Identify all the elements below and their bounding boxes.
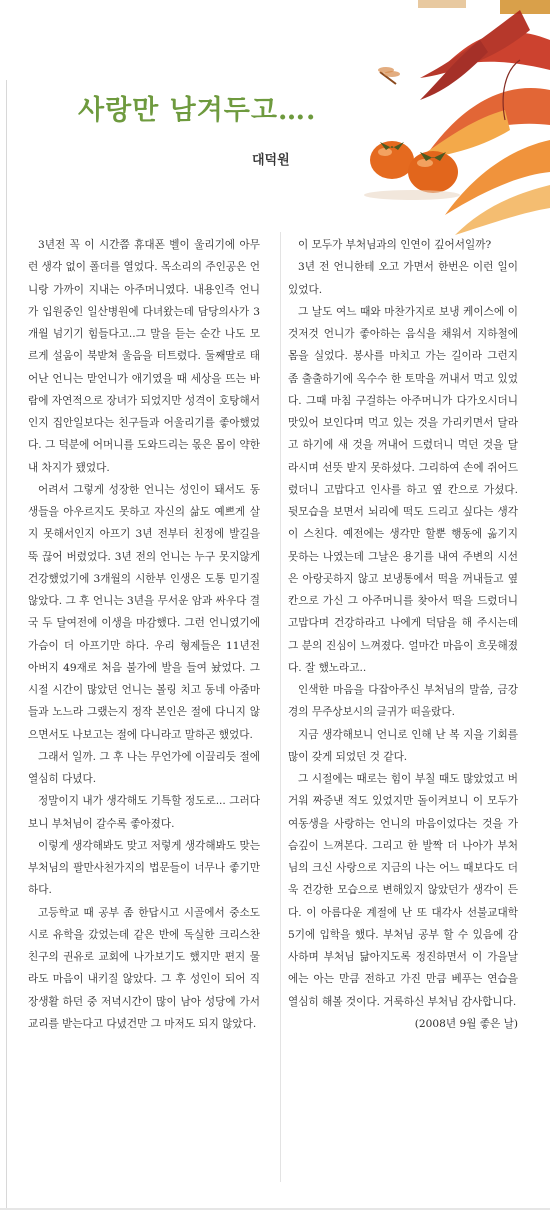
right-column [288,234,518,1035]
paragraph: 정말이지 내가 생각해도 기특할 정도로... 그러다보니 부처님이 갈수록 좋아졌다. [28,795,260,830]
column-divider [280,232,281,1182]
left-column [28,234,260,1035]
paragraph: 그래서 일까. 그 후 나는 무언가에 이끌리듯 절에 열심히 다녔다. [28,750,260,785]
bottom-rule [0,1208,550,1210]
page-tab [418,0,466,8]
left-margin-rule [6,80,7,1210]
paragraph: 인색한 마음을 다잡아주신 부처님의 말씀, 금강경의 무주상보시의 글귀가 떠올랐다. [288,684,518,719]
paragraph: 3년전 꼭 이 시간쯤 휴대폰 벨이 울리기에 아무런 생각 없이 폴더를 열었다. 목소리의 주인공은 언니랑 가까이 지내는 아주머니였다. 내용인즉 언니가 입원중인 일산병원에 다녀왔는데 담당의사가 3개월 넘기기 힘들다고..그 말을 듣는 순간 나도 모르게 설움이 북받쳐 울음을 터트렸다. 둘째딸로 태어난 언니는 맏언니가 애기였을 때 세상을 뜨는 바람에 자연적으로 장녀가 되었지만 성격이 호탕해서인지 집안일보다는 친구들과 어울리기를 좋아했었다. 그 덕분에 어머니를 도와드리는 몫은 몸이 약한 내 차지가 됐었다. [28,239,260,474]
paragraph: 그 날도 여느 때와 마찬가지로 보냉 케이스에 이것저것 언니가 좋아하는 음식을 채워서 지하철에 몸을 실었다. 봉사를 마치고 가는 길이라 그런지 좀 출출하기에 옥수수 한 토막을 꺼내서 먹고 있었다. 그때 마침 구걸하는 아주머니가 다가오시더니 맛있어 보인다며 먹고 있는 것을 가리키면서 달라고 하기에 새 것을 꺼내어 드렸더니 먹던 것을 달라시며 선뜻 받지 못하셨다. 그리하여 손에 쥐어드렸더니 고맙다고 인사를 하고 옆 칸으로 가셨다. 뒷모습을 보면서 뇌리에 떡도 드리고 싶다는 생각이 스친다. 예전에는 생각만 할뿐 행동에 옮기지 못하는 나였는데 그날은 용기를 내여 주변의 시선은 아랑곳하지 않고 보냉통에서 떡을 꺼내들고 옆 칸으로 가신 그 아주머니를 찾아서 떡을 드렸더니 고맙다며 건강하라고 나에게 덕담을 해 주시는데 그 분의 진심이 느껴졌다. 얼마간 마음이 흐뭇해졌다. 잘 했노라고.. [288,305,518,674]
paragraph: 어려서 그렇게 성장한 언니는 성인이 돼서도 동생들을 아우르지도 못하고 자신의 삶도 예쁘게 살지 못해서인지 아프기 3년 전부터 친정에 발길을 뚝 끊어 버렸었다. 3년 전의 언니는 누구 못지않게 건강했었기에 3개월의 시한부 인생은 도통 믿기질 않았다. 그 후 언니는 3년을 무서운 암과 싸우다 결국 두 달여전에 이생을 마감했다. 그런 언니였기에 가슴이 더 아프기만 하다. 우리 형제들은 11년전 아버지 49재로 처음 불가에 발을 들여 놨었다. 그 시절 시간이 많았던 언니는 볼링 치고 동네 아줌마들과 노느라 그랬는지 정작 본인은 절에 다니지 않으면서도 나보고는 절에 다니라고 말하곤 했었다. [28,483,260,741]
paragraph: 이렇게 생각해봐도 맞고 저렇게 생각해봐도 맞는 부처님의 팔만사천가지의 법문들이 너무나 좋기만 하다. [28,839,260,897]
article-title: 사랑만 남겨두고…. [78,95,317,126]
article-date: (2008년 9월 좋은 날) [414,1017,518,1030]
paragraph: 고등학교 때 공부 좀 한답시고 시골에서 중소도시로 유학을 갔었는데 같은 반에 독실한 크리스찬 친구의 권유로 교회에 나가보기도 했지만 편지 물라도 마음이 내키질 않았다. 그 후 성인이 되어 직장생활 하던 중 저녁시간이 많이 남아 성당에 가서 교리를 받는다고 다녔건만 그 마저도 되지 않았다. [28,906,260,1030]
paragraph: 이 모두가 부처님과의 인연이 깊어서일까? [298,239,492,251]
maple-leaf-icon [415,10,550,235]
corner-band [500,0,550,14]
paragraph: 지금 생각해보니 언니로 인해 난 복 지을 기회를 많이 갖게 되었던 것 같다. [288,728,518,763]
paragraph: 그 시절에는 때로는 힘이 부칠 때도 많았었고 버거워 짜증낸 적도 있었지만 돌이켜보니 이 모두가 여동생을 사랑하는 언니의 마음이었다는 것을 가슴깊이 느껴본다. 그리고 한 발짝 더 나아가 부처님의 크신 사랑으로 지금의 나는 어느 때보다도 더욱 건강한 모습으로 변해있지 않았던가 생각이 든다. 이 아름다운 계절에 난 또 대각사 선불교대학 5기에 입학을 했다. 부처님 공부 할 수 있음에 감사하며 부처님 닮아지도록 정진하면서 이 가을날에는 아는 만큼 전하고 가진 만큼 베푸는 연습을 열심히 해볼 것이다. 거룩하신 부처님 감사합니다. [288,773,518,1008]
dragonfly-icon [378,67,400,84]
article-author: 대덕원 [252,153,290,168]
paragraph: 3년 전 언니한테 오고 가면서 한번은 이런 일이 있었다. [288,261,518,296]
